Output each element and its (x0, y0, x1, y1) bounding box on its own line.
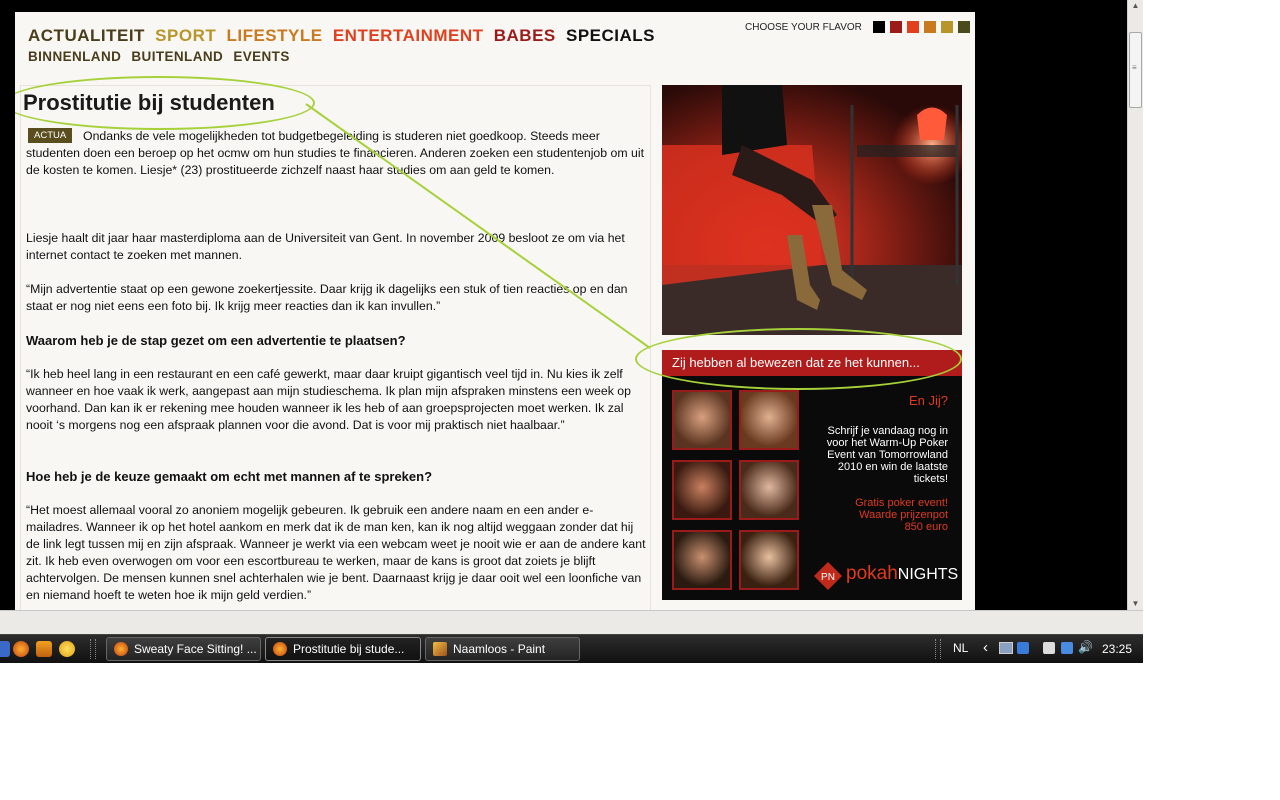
volume-icon[interactable]: 🔊 (1078, 640, 1093, 654)
nav-lifestyle[interactable]: LIFESTYLE (226, 26, 323, 45)
device-icon[interactable] (1043, 642, 1055, 654)
scroll-thumb[interactable] (1129, 32, 1142, 108)
scroll-up-icon[interactable]: ▲ (1131, 1, 1140, 10)
update-icon[interactable] (1017, 642, 1029, 654)
firefox-icon (273, 642, 287, 656)
nav-babes[interactable]: BABES (493, 26, 556, 45)
ad-banner[interactable]: Zij hebben al bewezen dat ze het kunnen... (662, 350, 962, 376)
flavor-label: CHOOSE YOUR FLAVOR (745, 21, 862, 33)
security-icon[interactable] (1061, 642, 1073, 654)
ad-promo-line: Waarde prijzenpot (859, 509, 948, 521)
scroll-down-icon[interactable]: ▼ (1131, 599, 1140, 608)
article-question: Waarom heb je de stap gezet om een advertentie te plaatsen? (26, 333, 406, 348)
grip-icon: ≡ (1132, 63, 1137, 72)
logo-word-pokah: pokah (846, 563, 898, 584)
article-title: Prostitutie bij studenten (23, 90, 275, 115)
vertical-scrollbar[interactable] (1127, 0, 1143, 610)
tray-grip[interactable] (935, 639, 941, 659)
messenger-icon[interactable] (59, 641, 75, 657)
nav-actualiteit[interactable]: ACTUALITEIT (28, 26, 145, 45)
nav-buitenland[interactable]: BUITENLAND (131, 49, 224, 64)
language-indicator[interactable]: NL (953, 641, 969, 655)
task-label: Naamloos - Paint (453, 642, 546, 656)
network-icon[interactable] (999, 642, 1013, 654)
clock[interactable]: 23:25 (1102, 642, 1133, 656)
task-button[interactable] (265, 637, 421, 661)
article-paragraph: Liesje haalt dit jaar haar masterdiploma aan de Universiteit van Gent. In november 2009 besloot ze om via het internet contact te zoeken met mannen. (26, 231, 625, 262)
show-desktop-icon[interactable] (0, 641, 10, 657)
ad-body: Schrijf je vandaag nog in voor het Warm-Up Poker Event van Tomorrowland 2010 en win de laatste tickets! (826, 425, 948, 485)
logo-word-nights: NIGHTS (897, 566, 959, 583)
task-button[interactable] (106, 637, 261, 661)
nav-entertainment[interactable]: ENTERTAINMENT (332, 26, 484, 45)
task-label: Sweaty Face Sitting! ... (134, 642, 257, 656)
article-paragraph: “Mijn advertentie staat op een gewone zoekertjessite. Daar krijg ik dagelijks een stuk of tien reacties op en dan staat er nog niet eens een foto bij. Ik krijg meer reacties dan ik kan invullen.” (26, 282, 628, 313)
taskbar-grip[interactable] (90, 639, 96, 659)
article-paragraph: “Het moest allemaal vooral zo anoniem mogelijk gebeuren. Ik gebruik een andere naam en een ander e-mailadres. Wanneer ik op het hotel aankom en merk dat ik de man ken, kan ik nog altijd weggaan zonder dat hij de link legt tussen mij en zijn afspraak. Wanneer je werkt via een webcam weet je nooit wie er aan de andere kant zit. Ik heb even overwogen om voor een escortbureau te werken, maar de kans is groot dat zoiets je blijft achtervolgen. De mensen kunnen snel achterhalen wie je bent. Daarnaast krijg je daar ooit wel een loonfiche van en niemand hoeft te weten hoe ik mijn geld verdien.” (26, 503, 646, 602)
nav-sport[interactable]: SPORT (155, 26, 217, 45)
media-player-icon[interactable] (36, 641, 52, 657)
window-background (975, 0, 1127, 610)
firefox-icon[interactable] (13, 641, 29, 657)
taskbar (0, 634, 1143, 663)
task-button[interactable] (425, 637, 580, 661)
task-label: Prostitutie bij stude... (293, 642, 405, 656)
ad-promo-line: 850 euro (904, 521, 948, 533)
article-paragraph: “Ik heb heel lang in een restaurant en een café gewerkt, maar daar kruipt gigantisch veel tijd in. Nu kies ik zelf wanneer en hoe vaak ik werk, aangepast aan mijn studieschema. Ik plan mijn afspraken minstens een week op voorhand. Dan kan ik er rekening mee houden wanneer ik les heb of aan groepsprojecten moet werken. Ik zal nooit ‘s morgens nog een afspraak plannen voor die avond. Dat is voor mij praktisch niet haalbaar.” (26, 367, 631, 432)
firefox-icon (114, 642, 128, 656)
status-bar (0, 610, 1143, 634)
article-question: Hoe heb je de keuze gemaakt om echt met mannen af te spreken? (26, 469, 433, 484)
nav-binnenland[interactable]: BINNENLAND (28, 49, 122, 64)
nav-specials[interactable]: SPECIALS (566, 26, 656, 45)
highlight-ellipse (635, 328, 962, 390)
ad-question: En Jij? (908, 393, 948, 408)
nav-events[interactable]: EVENTS (233, 49, 290, 64)
tray-expand-icon[interactable]: ‹ (983, 639, 988, 656)
logo-mark: PN (821, 572, 835, 583)
category-badge[interactable]: ACTUA (28, 128, 72, 143)
article-lead: Ondanks de vele mogelijkheden tot budgetbegeleiding is studeren niet goedkoop. Steeds meer studenten doen een beroep op het ocmw om hun studies te financieren. Anderen zoeken een studentenjob om uit de kosten te komen. Liesje* (23) prostitueerde zichzelf naast haar studies om aan geld te komen. (26, 129, 645, 177)
paint-icon (433, 642, 447, 656)
system-tray (925, 635, 1143, 663)
ad-promo-line: Gratis poker event! (855, 497, 948, 509)
